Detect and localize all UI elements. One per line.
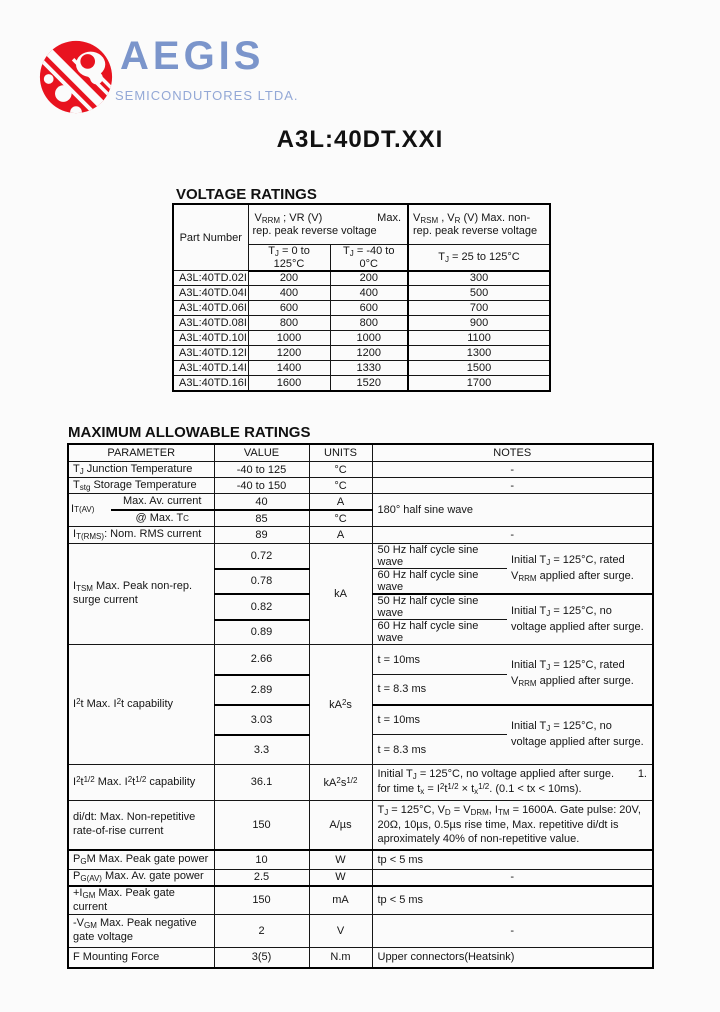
vrsm-cell: 900: [408, 316, 550, 331]
notes-cell: $T_J = 125^\circ C$, $V_D = V_{DRM}$, $I_{TM} = 1600A$. Gate pulse: 20V, 20Ω, 10µs, 0.5µs rise time, Max. repetitive di/dt is aproximately 40% of non-repetitive value.: [372, 800, 653, 849]
value-cell: -40 to 150: [214, 478, 309, 494]
units-cell: $kA^2s^{1/2}$: [309, 765, 372, 801]
condition-cell: 60 Hz half cycle sine wave: [372, 620, 507, 645]
value-cell: 0.89: [214, 620, 309, 645]
vrsm-cell: 1500: [408, 361, 550, 376]
i2rt-note-line2: for time $t_x = I^2t^{1/2} \times t_x^{1/2}$. (0.1 < tx < 10ms).: [377, 782, 582, 797]
units-cell: °C: [309, 462, 372, 478]
parameter-cell: $I^2t$ Max. $I^2t$ capability: [68, 645, 214, 765]
i2rt-note-line1: Initial $T_J = 125^\circ C$, no voltage applied after surge.: [377, 768, 615, 781]
condition-cell: t = 10ms: [372, 645, 507, 675]
rep-voltage-header: [248, 204, 408, 244]
row-itrms: [68, 527, 653, 544]
value-cell: -40 to 125: [214, 462, 309, 478]
part-number-cell: A3L:40TD.02I: [173, 271, 248, 286]
value-cell: 0.72: [214, 544, 309, 569]
condition-cell: 50 Hz half cycle sine wave: [372, 544, 507, 569]
voltage-row: [173, 361, 550, 376]
units-cell: mA: [309, 886, 372, 915]
value-cell: 3.3: [214, 735, 309, 765]
condition-cell: t = 8.3 ms: [372, 675, 507, 705]
vrrm-cold-cell: 600: [330, 301, 408, 316]
voltage-ratings-heading: VOLTAGE RATINGS: [176, 186, 317, 203]
part-number-cell: A3L:40TD.10I: [173, 331, 248, 346]
voltage-row: [173, 346, 550, 361]
vrsm-cell: 1300: [408, 346, 550, 361]
value-cell: 150: [214, 886, 309, 915]
notes-cell: Initial $T_J = 125^\circ C$, rated $V_{RRM}$ applied after surge.: [507, 544, 653, 595]
value-cell: 85: [214, 510, 309, 527]
part-number-cell: A3L:40TD.04I: [173, 286, 248, 301]
tj-range-2: $T_J = -40$ to 0°C: [330, 244, 408, 271]
vrrm-cell: 1600: [248, 376, 330, 391]
part-number-cell: A3L:40TD.12I: [173, 346, 248, 361]
col-parameter: PARAMETER: [68, 444, 214, 462]
parameter-cell: $T_{stg}$ Storage Temperature: [68, 478, 214, 494]
col-units: UNITS: [309, 444, 372, 462]
notes-cell: tp < 5 ms: [372, 850, 653, 870]
vrsm-cell: 300: [408, 271, 550, 286]
vrsm-cell: 500: [408, 286, 550, 301]
notes-cell: Initial $T_J = 125^\circ C$, rated $V_{RRM}$ applied after surge.: [507, 645, 653, 705]
value-cell: 36.1: [214, 765, 309, 801]
units-cell: W: [309, 870, 372, 886]
condition-cell: t = 8.3 ms: [372, 735, 507, 765]
nonrep-voltage-header: $V_{RSM}$ , $V_R$ (V) Max. non-rep. peak reverse voltage: [408, 204, 550, 244]
parameter-cell: $P_GM$ Max. Peak gate power: [68, 850, 214, 870]
notes-cell: Upper connectors(Heatsink): [372, 948, 653, 968]
vrsm-cell: 1700: [408, 376, 550, 391]
units-cell: A: [309, 527, 372, 544]
notes-cell: -: [372, 870, 653, 886]
vrrm-cold-cell: 200: [330, 271, 408, 286]
vrrm-cell: 1400: [248, 361, 330, 376]
parameter-cell: di/dt: Max. Non-repetitive rate-of-rise current: [68, 800, 214, 849]
units-cell: W: [309, 850, 372, 870]
parameter-cell: $I_{TSM}$ Max. Peak non-rep. surge current: [68, 544, 214, 645]
voltage-row: [173, 286, 550, 301]
row-itsm-1: [68, 544, 653, 569]
vrrm-cell: 1000: [248, 331, 330, 346]
condition-cell: 50 Hz half cycle sine wave: [372, 594, 507, 620]
value-cell: 0.82: [214, 594, 309, 620]
units-cell: kA: [309, 544, 372, 645]
condition-cell: t = 10ms: [372, 705, 507, 735]
notes-cell: Initial $T_J = 125^\circ C$, no voltage applied after surge.: [507, 705, 653, 765]
notes-cell: 180° half sine wave: [372, 494, 653, 527]
vrrm-cold-cell: 400: [330, 286, 408, 301]
units-cell: °C: [309, 478, 372, 494]
voltage-row: [173, 316, 550, 331]
vrrm-cold-cell: 1200: [330, 346, 408, 361]
vrrm-cold-cell: 800: [330, 316, 408, 331]
part-number-cell: A3L:40TD.08I: [173, 316, 248, 331]
max-ratings-heading: MAXIMUM ALLOWABLE RATINGS: [68, 424, 311, 441]
parameter-cell: $P_{G(AV)}$ Max. Av. gate power: [68, 870, 214, 886]
value-cell: 3.03: [214, 705, 309, 735]
parameter-cell: [68, 494, 214, 527]
units-cell: V: [309, 915, 372, 948]
notes-cell: -: [372, 527, 653, 544]
vrrm-cold-cell: 1520: [330, 376, 408, 391]
notes-cell: -: [372, 462, 653, 478]
units-cell: N.m: [309, 948, 372, 968]
row-pgm: [68, 850, 653, 870]
vrrm-cold-cell: 1000: [330, 331, 408, 346]
parameter-cell: $T_J$ Junction Temperature: [68, 462, 214, 478]
notes-cell: Initial $T_J = 125^\circ C$, no voltage applied after surge.: [507, 594, 653, 645]
tj-range-1: $T_J = 0$ to 125°C: [248, 244, 330, 271]
vrrm-cold-cell: 1330: [330, 361, 408, 376]
row-i2t-1: [68, 645, 653, 675]
notes-cell: tp < 5 ms: [372, 886, 653, 915]
vrsm-cell: 1100: [408, 331, 550, 346]
vrrm-cell: 600: [248, 301, 330, 316]
units-cell: $kA^2s$: [309, 645, 372, 765]
i2rt-footnote-marker: 1.: [637, 768, 647, 780]
parameter-cell: $+I_{GM}$ Max. Peak gate current: [68, 886, 214, 915]
rep-voltage-caption: rep. peak reverse voltage: [252, 225, 377, 238]
value-cell: 10: [214, 850, 309, 870]
value-cell: 2: [214, 915, 309, 948]
value-cell: 2.89: [214, 675, 309, 705]
units-cell: A: [309, 494, 372, 511]
itav-row1-label: Max. Av. current: [111, 494, 214, 511]
value-cell: 0.78: [214, 569, 309, 595]
notes-cell: -: [372, 915, 653, 948]
part-number-header: Part Number: [173, 204, 248, 271]
col-value: VALUE: [214, 444, 309, 462]
row-itav-1: [68, 494, 653, 511]
tj-range-3: $T_J = 25$ to 125°C: [408, 244, 550, 271]
row-pgav: [68, 870, 653, 886]
itav-symbol: I T(AV): [71, 503, 95, 516]
row-igm: [68, 886, 653, 915]
parameter-cell: F Mounting Force: [68, 948, 214, 968]
voltage-row: [173, 331, 550, 346]
col-notes: NOTES: [372, 444, 653, 462]
value-cell: 40: [214, 494, 309, 511]
rep-voltage-symbol: $V_{RRM}$ ; VR (V): [254, 212, 323, 226]
value-cell: 3(5): [214, 948, 309, 968]
units-cell: °C: [309, 510, 372, 527]
notes-cell: [372, 765, 653, 801]
vrrm-cell: 1200: [248, 346, 330, 361]
row-mounting-force: [68, 948, 653, 968]
vrrm-cell: 200: [248, 271, 330, 286]
parameter-cell: $I^2t^{1/2}$ Max. $I^2t^{1/2}$ capability: [68, 765, 214, 801]
itav-row2-label: @ Max. T C: [135, 511, 189, 524]
value-cell: 2.5: [214, 870, 309, 886]
parameter-cell: $I_{T(RMS)}$: Nom. RMS current: [68, 527, 214, 544]
vrrm-cell: 400: [248, 286, 330, 301]
voltage-row: [173, 376, 550, 391]
page-title: A3L:40DT.XXI: [276, 126, 444, 153]
value-cell: 2.66: [214, 645, 309, 675]
rep-voltage-max: Max.: [377, 212, 402, 225]
voltage-row: [173, 271, 550, 286]
value-cell: 89: [214, 527, 309, 544]
vrrm-cell: 800: [248, 316, 330, 331]
part-number-cell: A3L:40TD.14I: [173, 361, 248, 376]
units-cell: A/µs: [309, 800, 372, 849]
part-number-cell: A3L:40TD.16I: [173, 376, 248, 391]
brand-subtitle: SEMICONDUTORES LTDA.: [115, 88, 299, 103]
row-vgm: [68, 915, 653, 948]
row-storage-temp: [68, 478, 653, 494]
vrsm-cell: 700: [408, 301, 550, 316]
row-i2rt: [68, 765, 653, 801]
brand-emblem-icon: [36, 38, 116, 116]
brand-name: AEGIS: [120, 34, 265, 78]
parameter-cell: $-V_{GM}$ Max. Peak negative gate voltage: [68, 915, 214, 948]
condition-cell: 60 Hz half cycle sine wave: [372, 569, 507, 595]
row-didt: [68, 800, 653, 849]
notes-cell: -: [372, 478, 653, 494]
voltage-ratings-table: [172, 203, 551, 392]
row-junction-temp: [68, 462, 653, 478]
value-cell: 150: [214, 800, 309, 849]
voltage-row: [173, 301, 550, 316]
part-number-cell: A3L:40TD.06I: [173, 301, 248, 316]
max-ratings-table: [67, 443, 654, 969]
